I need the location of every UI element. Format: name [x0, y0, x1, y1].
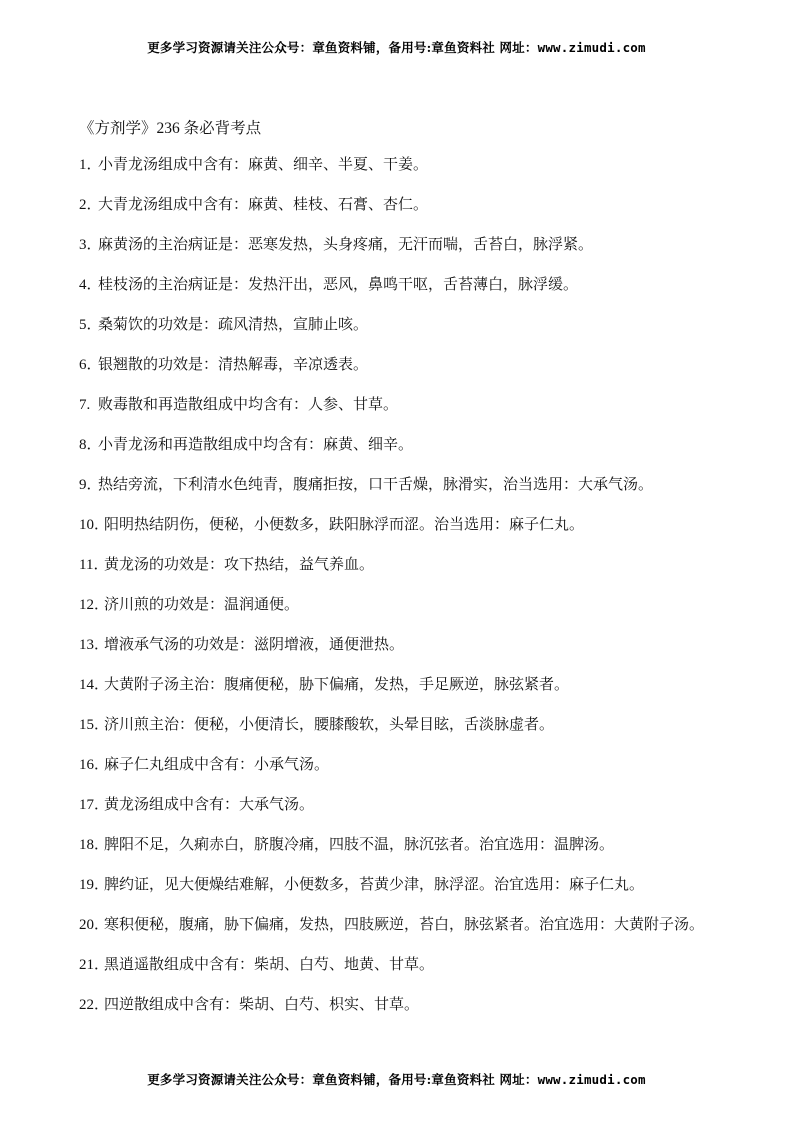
list-item [79, 393, 759, 433]
list-item [79, 193, 759, 233]
item-number: 22． [79, 997, 110, 1013]
item-number: 11． [79, 557, 109, 573]
list-item [79, 553, 759, 593]
item-text: 脾约证，见大便燥结难解，小便数多，苔黄少津，脉浮涩。治宜选用：麻子仁丸。 [104, 877, 645, 893]
item-text: 增液承气汤的功效是：滋阴增液，通便泄热。 [104, 637, 405, 653]
item-text: 脾阳不足，久痢赤白，脐腹冷痛，四肢不温，脉沉弦者。治宜选用：温脾汤。 [104, 837, 615, 853]
item-number: 9． [79, 477, 102, 493]
item-text: 济川煎的功效是：温润通便。 [104, 597, 300, 613]
item-number: 18． [79, 837, 110, 853]
list-item [79, 953, 759, 993]
item-text: 小青龙汤组成中含有：麻黄、细辛、半夏、干姜。 [98, 157, 429, 173]
list-item [79, 273, 759, 313]
item-text: 黄龙汤的功效是：攻下热结，益气养血。 [104, 557, 375, 573]
list-item [79, 753, 759, 793]
item-number: 2． [79, 197, 102, 213]
header-banner-text: 更多学习资源请关注公众号：章鱼资料铺，备用号:章鱼资料社 网址： [147, 40, 538, 55]
item-number: 14． [79, 677, 110, 693]
list-item [79, 913, 759, 953]
item-number: 3． [79, 237, 102, 253]
list-item [79, 673, 759, 713]
footer-banner [0, 1070, 793, 1088]
item-number: 7. [79, 397, 91, 413]
item-list [79, 153, 759, 1033]
item-text: 小青龙汤和再造散组成中均含有：麻黄、细辛。 [98, 437, 414, 453]
item-number: 16． [79, 757, 110, 773]
list-item [79, 313, 759, 353]
item-number: 5． [79, 317, 102, 333]
item-text: 银翘散的功效是：清热解毒，辛凉透表。 [98, 357, 369, 373]
header-banner [0, 38, 793, 56]
list-item [79, 353, 759, 393]
item-text: 桑菊饮的功效是：疏风清热，宣肺止咳。 [98, 317, 369, 333]
item-text: 济川煎主治：便秘，小便清长，腰膝酸软，头晕目眩，舌淡脉虚者。 [104, 717, 555, 733]
item-number: 12． [79, 597, 110, 613]
list-item [79, 513, 759, 553]
item-text: 黑逍遥散组成中含有：柴胡、白芍、地黄、甘草。 [104, 957, 435, 973]
list-item [79, 993, 759, 1033]
item-text: 桂枝汤的主治病证是：发热汗出，恶风，鼻鸣干呕，舌苔薄白，脉浮缓。 [98, 277, 579, 293]
list-item [79, 153, 759, 193]
document-title: 《方剂学》236 条必背考点 [79, 120, 262, 137]
footer-banner-text: 更多学习资源请关注公众号：章鱼资料铺，备用号:章鱼资料社 网址： [147, 1072, 538, 1087]
item-number: 10． [79, 517, 110, 533]
item-text: 黄龙汤组成中含有：大承气汤。 [104, 797, 315, 813]
item-number: 1． [79, 157, 102, 173]
item-number: 21． [79, 957, 110, 973]
item-text: 败毒散和再造散组成中均含有：人参、甘草。 [98, 397, 399, 413]
item-number: 19． [79, 877, 110, 893]
item-number: 13． [79, 637, 110, 653]
list-item [79, 713, 759, 753]
item-text: 麻子仁丸组成中含有：小承气汤。 [104, 757, 330, 773]
item-text: 麻黄汤的主治病证是：恶寒发热，头身疼痛，无汗而喘，舌苔白，脉浮紧。 [98, 237, 594, 253]
item-text: 寒积便秘，腹痛，胁下偏痛，发热，四肢厥逆，苔白，脉弦紧者。治宜选用：大黄附子汤。 [104, 917, 705, 933]
item-text: 热结旁流，下利清水色纯青，腹痛拒按，口干舌燥，脉滑实，治当选用：大承气汤。 [98, 477, 654, 493]
header-banner-url: www.zimudi.com [537, 40, 646, 55]
list-item [79, 833, 759, 873]
item-number: 20． [79, 917, 110, 933]
list-item [79, 633, 759, 673]
item-text: 大黄附子汤主治：腹痛便秘，胁下偏痛，发热，手足厥逆，脉弦紧者。 [104, 677, 570, 693]
item-number: 15． [79, 717, 110, 733]
item-number: 8． [79, 437, 102, 453]
list-item [79, 873, 759, 913]
item-text: 四逆散组成中含有：柴胡、白芍、枳实、甘草。 [104, 997, 420, 1013]
item-number: 6． [79, 357, 102, 373]
item-text: 大青龙汤组成中含有：麻黄、桂枝、石膏、杏仁。 [98, 197, 429, 213]
list-item [79, 233, 759, 273]
list-item [79, 433, 759, 473]
item-text: 阳明热结阴伤，便秘，小便数多，趺阳脉浮而涩。治当选用：麻子仁丸。 [104, 517, 585, 533]
list-item [79, 793, 759, 833]
item-number: 4． [79, 277, 102, 293]
list-item [79, 473, 759, 513]
footer-banner-url: www.zimudi.com [537, 1072, 646, 1087]
item-number: 17． [79, 797, 110, 813]
list-item [79, 593, 759, 633]
